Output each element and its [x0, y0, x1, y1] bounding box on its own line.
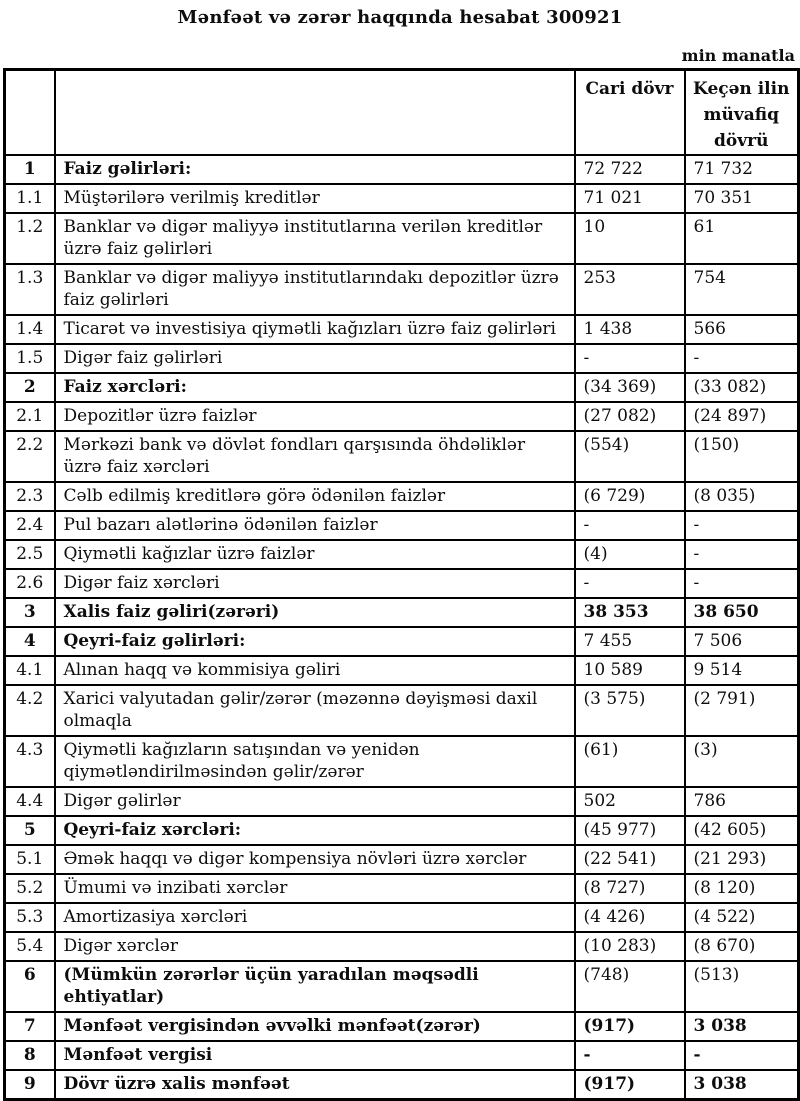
row-current-value: (22 541): [575, 845, 685, 874]
row-label: Digər gəlirlər: [55, 787, 575, 816]
row-current-value: 253: [575, 264, 685, 315]
table-row: [5, 569, 799, 598]
row-current-value: (748): [575, 961, 685, 1012]
row-current-value: (554): [575, 431, 685, 482]
header-number-cell: [5, 70, 55, 156]
row-label: Qeyri-faiz gəlirləri:: [55, 627, 575, 656]
row-current-value: (6 729): [575, 482, 685, 511]
table-row: [5, 511, 799, 540]
row-label: Qiymətli kağızların satışından və yenidən qiymətləndirilməsindən gəlir/zərər: [55, 736, 575, 787]
row-previous-value: (8 035): [685, 482, 799, 511]
row-previous-value: (33 082): [685, 373, 799, 402]
row-current-value: (4): [575, 540, 685, 569]
row-previous-value: -: [685, 540, 799, 569]
table-row: [5, 845, 799, 874]
row-previous-value: -: [685, 511, 799, 540]
row-label: Cəlb edilmiş kreditlərə görə ödənilən faizlər: [55, 482, 575, 511]
row-previous-value: 38 650: [685, 598, 799, 627]
row-current-value: -: [575, 1041, 685, 1070]
row-previous-value: (513): [685, 961, 799, 1012]
row-label: Banklar və digər maliyyə institutlarındakı depozitlər üzrə faiz gəlirləri: [55, 264, 575, 315]
row-number: 4.2: [5, 685, 55, 736]
row-number: 8: [5, 1041, 55, 1070]
row-label: Xalis faiz gəliri(zərəri): [55, 598, 575, 627]
row-previous-value: 3 038: [685, 1012, 799, 1041]
row-number: 1: [5, 155, 55, 184]
row-label: Ticarət və investisiya qiymətli kağızları üzrə faiz gəlirləri: [55, 315, 575, 344]
table-row: [5, 932, 799, 961]
row-number: 2.3: [5, 482, 55, 511]
row-number: 2.6: [5, 569, 55, 598]
row-label: Ümumi və inzibati xərclər: [55, 874, 575, 903]
row-previous-value: -: [685, 1041, 799, 1070]
row-label: Mənfəət vergisi: [55, 1041, 575, 1070]
row-current-value: (3 575): [575, 685, 685, 736]
table-row: [5, 540, 799, 569]
row-previous-value: (4 522): [685, 903, 799, 932]
table-row: [5, 482, 799, 511]
row-current-value: 71 021: [575, 184, 685, 213]
header-current-period: Cari dövr: [575, 70, 685, 156]
page-title: Mənfəət və zərər haqqında hesabat 300921: [177, 7, 623, 28]
table-header-row: [5, 70, 799, 156]
row-current-value: 38 353: [575, 598, 685, 627]
row-previous-value: 61: [685, 213, 799, 264]
row-previous-value: 754: [685, 264, 799, 315]
unit-note: min manatla: [681, 46, 795, 65]
table-row: [5, 402, 799, 431]
report-table-body: [5, 155, 799, 1100]
row-previous-value: (24 897): [685, 402, 799, 431]
row-current-value: 10 589: [575, 656, 685, 685]
row-previous-value: 3 038: [685, 1070, 799, 1100]
row-current-value: 7 455: [575, 627, 685, 656]
table-row: [5, 344, 799, 373]
row-number: 4.4: [5, 787, 55, 816]
row-number: 5: [5, 816, 55, 845]
table-row: [5, 315, 799, 344]
row-previous-value: (2 791): [685, 685, 799, 736]
row-previous-value: (3): [685, 736, 799, 787]
row-label: Digər xərclər: [55, 932, 575, 961]
row-number: 3: [5, 598, 55, 627]
row-number: 1.1: [5, 184, 55, 213]
row-label: Digər faiz gəlirləri: [55, 344, 575, 373]
row-label: (Mümkün zərərlər üçün yaradılan məqsədli ehtiyatlar): [55, 961, 575, 1012]
row-previous-value: 70 351: [685, 184, 799, 213]
row-previous-value: 7 506: [685, 627, 799, 656]
row-number: 2.5: [5, 540, 55, 569]
row-number: 7: [5, 1012, 55, 1041]
table-row: [5, 656, 799, 685]
row-current-value: (45 977): [575, 816, 685, 845]
table-row: [5, 264, 799, 315]
row-label: Dövr üzrə xalis mənfəət: [55, 1070, 575, 1100]
row-previous-value: -: [685, 344, 799, 373]
row-current-value: (61): [575, 736, 685, 787]
table-row: [5, 598, 799, 627]
table-row: [5, 155, 799, 184]
row-label: Faiz gəlirləri:: [55, 155, 575, 184]
row-label: Amortizasiya xərcləri: [55, 903, 575, 932]
row-current-value: (4 426): [575, 903, 685, 932]
row-previous-value: (8 120): [685, 874, 799, 903]
row-number: 4.3: [5, 736, 55, 787]
table-row: [5, 874, 799, 903]
row-number: 5.2: [5, 874, 55, 903]
table-row: [5, 685, 799, 736]
row-number: 2: [5, 373, 55, 402]
table-row: [5, 816, 799, 845]
row-label: Xarici valyutadan gəlir/zərər (məzənnə dəyişməsi daxil olmaqla: [55, 685, 575, 736]
row-previous-value: -: [685, 569, 799, 598]
table-row: [5, 787, 799, 816]
row-label: Qeyri-faiz xərcləri:: [55, 816, 575, 845]
row-current-value: (27 082): [575, 402, 685, 431]
row-previous-value: (8 670): [685, 932, 799, 961]
row-label: Müştərilərə verilmiş kreditlər: [55, 184, 575, 213]
header-description-cell: [55, 70, 575, 156]
row-previous-value: (21 293): [685, 845, 799, 874]
row-current-value: -: [575, 344, 685, 373]
row-current-value: (34 369): [575, 373, 685, 402]
table-row: [5, 373, 799, 402]
row-current-value: -: [575, 511, 685, 540]
row-label: Depozitlər üzrə faizlər: [55, 402, 575, 431]
table-row: [5, 1070, 799, 1100]
header-previous-period: Keçən ilin müvafiq dövrü: [685, 70, 799, 156]
table-row: [5, 627, 799, 656]
row-current-value: (10 283): [575, 932, 685, 961]
row-label: Mərkəzi bank və dövlət fondları qarşısında öhdəliklər üzrə faiz xərcləri: [55, 431, 575, 482]
table-row: [5, 903, 799, 932]
table-row: [5, 431, 799, 482]
row-number: 5.3: [5, 903, 55, 932]
row-number: 5.4: [5, 932, 55, 961]
row-label: Qiymətli kağızlar üzrə faizlər: [55, 540, 575, 569]
table-row: [5, 184, 799, 213]
row-number: 2.4: [5, 511, 55, 540]
row-number: 4.1: [5, 656, 55, 685]
table-row: [5, 961, 799, 1012]
row-current-value: 1 438: [575, 315, 685, 344]
row-number: 1.5: [5, 344, 55, 373]
table-row: [5, 1041, 799, 1070]
row-number: 2.1: [5, 402, 55, 431]
row-number: 2.2: [5, 431, 55, 482]
row-number: 1.4: [5, 315, 55, 344]
table-row: [5, 1012, 799, 1041]
row-label: Pul bazarı alətlərinə ödənilən faizlər: [55, 511, 575, 540]
row-current-value: (8 727): [575, 874, 685, 903]
row-previous-value: 71 732: [685, 155, 799, 184]
row-previous-value: 9 514: [685, 656, 799, 685]
row-previous-value: (42 605): [685, 816, 799, 845]
row-number: 5.1: [5, 845, 55, 874]
row-label: Faiz xərcləri:: [55, 373, 575, 402]
row-previous-value: 566: [685, 315, 799, 344]
row-current-value: (917): [575, 1012, 685, 1041]
row-label: Mənfəət vergisindən əvvəlki mənfəət(zərər): [55, 1012, 575, 1041]
row-label: Banklar və digər maliyyə institutlarına verilən kreditlər üzrə faiz gəlirləri: [55, 213, 575, 264]
row-number: 1.2: [5, 213, 55, 264]
row-label: Əmək haqqı və digər kompensiya növləri üzrə xərclər: [55, 845, 575, 874]
row-current-value: 502: [575, 787, 685, 816]
pnl-table: [3, 68, 800, 1101]
table-row: [5, 213, 799, 264]
row-current-value: -: [575, 569, 685, 598]
row-number: 9: [5, 1070, 55, 1100]
row-current-value: 72 722: [575, 155, 685, 184]
row-number: 4: [5, 627, 55, 656]
row-previous-value: (150): [685, 431, 799, 482]
row-number: 1.3: [5, 264, 55, 315]
row-number: 6: [5, 961, 55, 1012]
table-row: [5, 736, 799, 787]
row-label: Alınan haqq və kommisiya gəliri: [55, 656, 575, 685]
row-previous-value: 786: [685, 787, 799, 816]
row-current-value: 10: [575, 213, 685, 264]
row-label: Digər faiz xərcləri: [55, 569, 575, 598]
row-current-value: (917): [575, 1070, 685, 1100]
